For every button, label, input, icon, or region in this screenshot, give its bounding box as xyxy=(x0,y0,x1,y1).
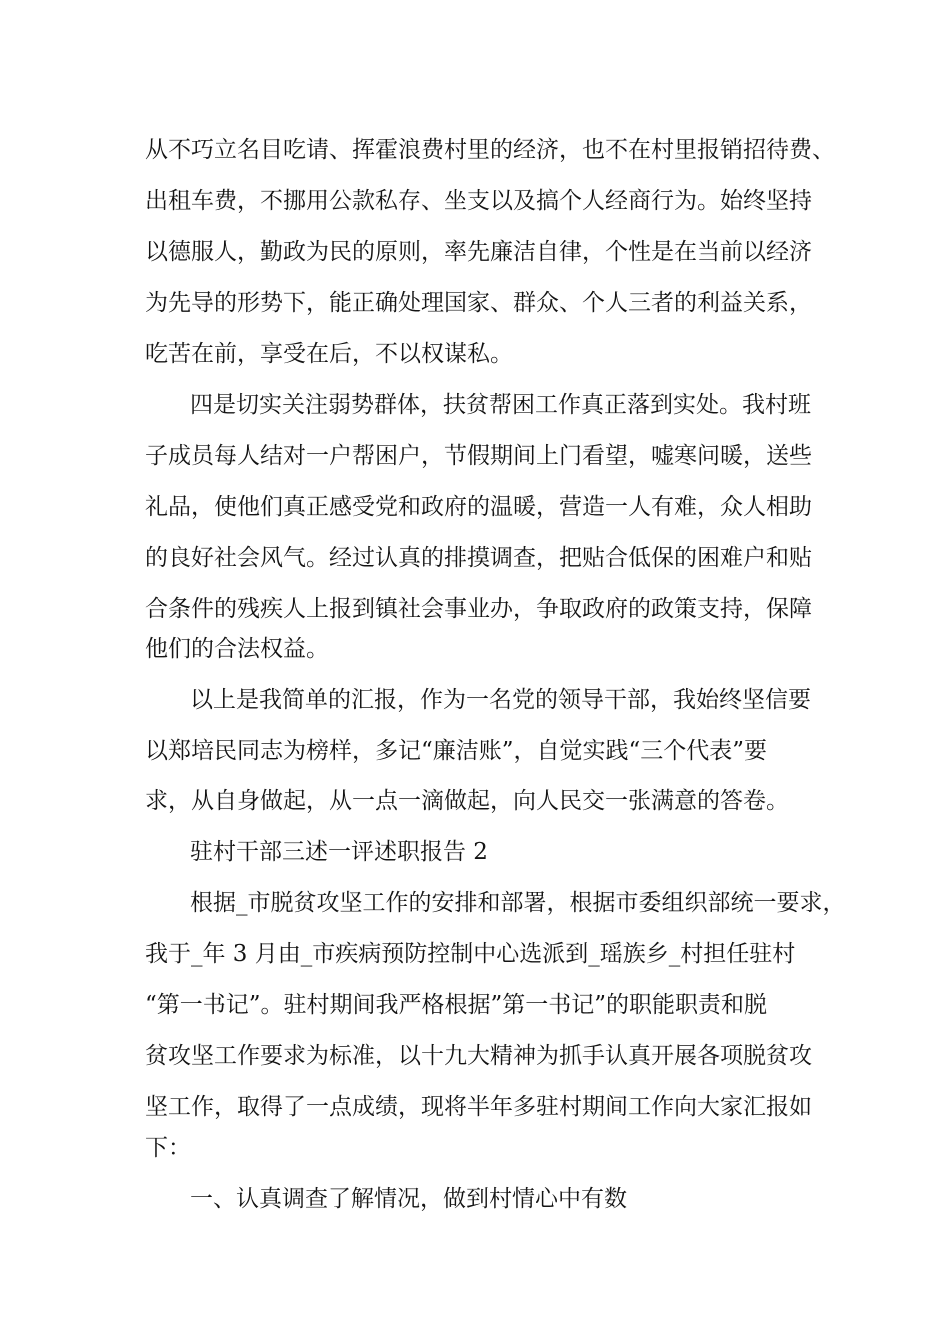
text-line: 为先导的形势下，能正确处理国家、群众、个人三者的利益关系， xyxy=(145,290,812,316)
text-line: 他们的合法权益。 xyxy=(145,636,329,662)
paragraph-start-line: 四是切实关注弱势群体，扶贫帮困工作真正落到实处。我村班 xyxy=(190,392,811,418)
text-line: 子成员每人结对一户帮困户，节假期间上门看望，嘘寒问暖，送些 xyxy=(145,443,812,469)
text-line: 贫攻坚工作要求为标准，以十九大精神为抓手认真开展各项脱贫攻 xyxy=(145,1043,812,1069)
text-line: 坚工作，取得了一点成绩，现将半年多驻村期间工作向大家汇报如 xyxy=(145,1094,812,1120)
text-line: 以德服人，勤政为民的原则，率先廉洁自律，个性是在当前以经济 xyxy=(145,239,812,265)
text-line: “第一书记”。驻村期间我严格根据”第一书记”的职能职责和脱 xyxy=(145,992,768,1018)
text-line: 以郑培民同志为榜样，多记“廉洁账”，自觉实践“三个代表”要 xyxy=(145,738,768,764)
paragraph-start-line: 根据_市脱贫攻坚工作的安排和部署，根据市委组织部统一要求， xyxy=(190,890,846,916)
text-line: 的良好社会风气。经过认真的排摸调查，把贴合低保的困难户和贴 xyxy=(145,545,812,571)
text-line: 吃苦在前，享受在后，不以权谋私。 xyxy=(145,341,513,367)
text-line: 下： xyxy=(145,1135,191,1161)
text-line: 我于_年 3 月由_市疾病预防控制中心选派到_瑶族乡_村担任驻村 xyxy=(145,941,796,967)
subheading: 一、认真调查了解情况，做到村情心中有数 xyxy=(190,1186,627,1212)
text-line: 礼品，使他们真正感受党和政府的温暖，营造一人有难，众人相助 xyxy=(145,494,812,520)
text-line: 从不巧立名目吃请、挥霍浪费村里的经济，也不在村里报销招待费、 xyxy=(145,137,835,163)
text-line: 求，从自身做起，从一点一滴做起，向人民交一张满意的答卷。 xyxy=(145,788,789,814)
text-line: 合条件的残疾人上报到镇社会事业办，争取政府的政策支持，保障 xyxy=(145,596,812,622)
paragraph-start-line: 以上是我简单的汇报，作为一名党的领导干部，我始终坚信要 xyxy=(190,687,811,713)
text-line: 出租车费，不挪用公款私存、坐支以及搞个人经商行为。始终坚持 xyxy=(145,188,812,214)
section-title: 驻村干部三述一评述职报告 2 xyxy=(190,839,488,865)
